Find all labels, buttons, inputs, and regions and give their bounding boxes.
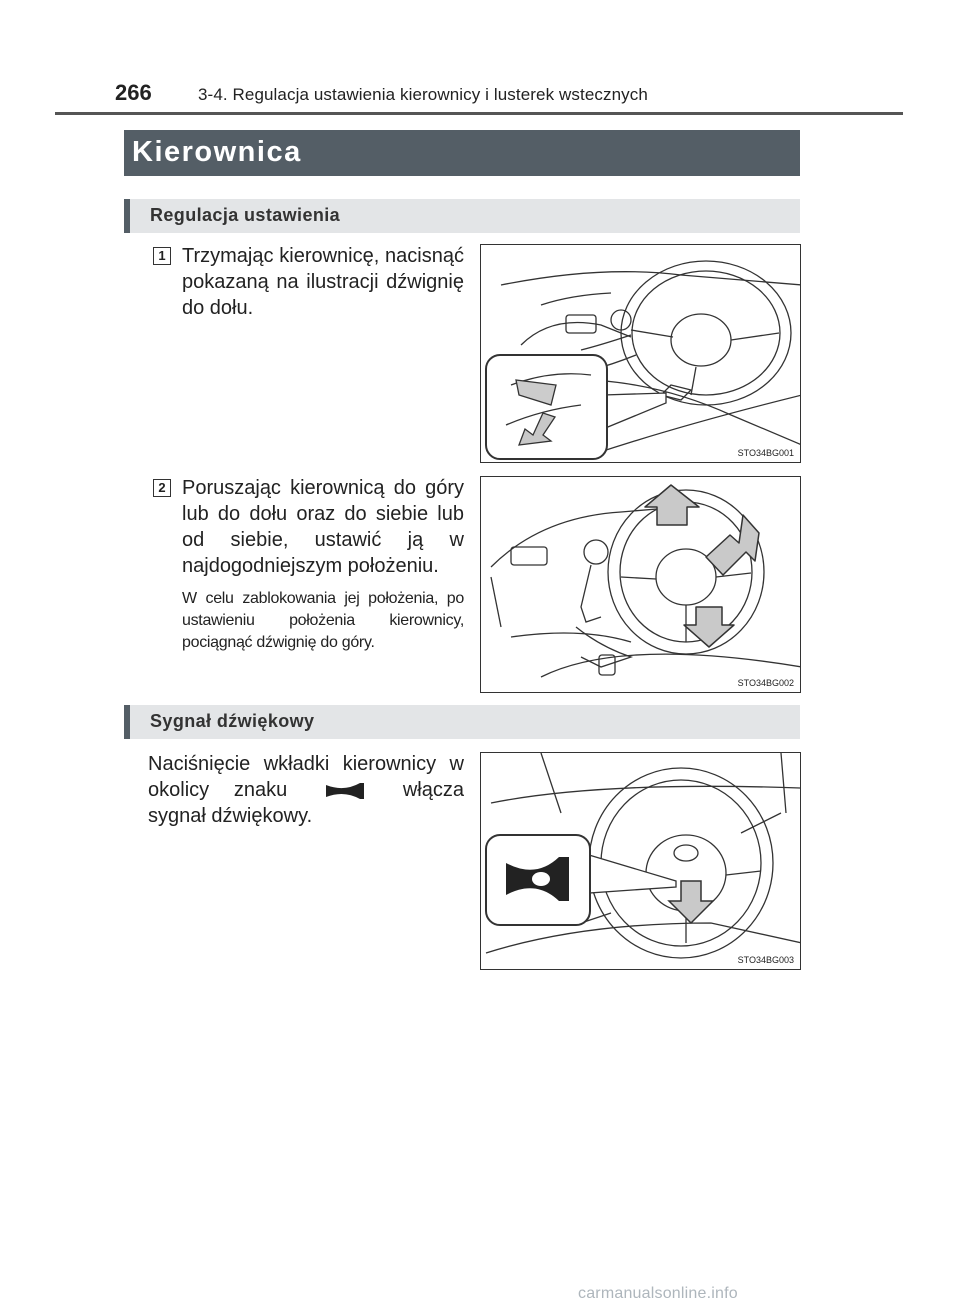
subsection-adjust-title: Regulacja ustawienia	[150, 205, 341, 225]
step-1-text: Trzymając kierownicę, nacisnąć pokazaną na ilustracji dźwignię do dołu.	[182, 245, 464, 319]
horn-text-after: włącza sygnał dźwiękowy.	[148, 779, 464, 827]
subsection-horn-title: Sygnał dźwiękowy	[150, 711, 315, 731]
figure-tilt-lever	[480, 244, 801, 463]
horn-icon	[322, 780, 368, 802]
chapter-title: 3-4. Regulacja ustawienia kierownicy i lusterek wstecznych	[198, 85, 648, 104]
step-1-badge: 1	[153, 247, 171, 265]
step-2-badge: 2	[153, 479, 171, 497]
horn-text	[148, 751, 464, 829]
figure-horn-code: STO34BG003	[737, 955, 794, 965]
page-number: 266	[115, 80, 152, 105]
figure-horn-drawing	[481, 753, 801, 970]
figure-tilt-lever-drawing	[481, 245, 801, 463]
subsection-horn-bar	[124, 705, 800, 739]
figure-tilt-lever-code: STO34BG001	[737, 448, 794, 458]
figure-wheel-adjust-code: STO34BG002	[737, 678, 794, 688]
header-divider	[55, 112, 903, 115]
horn-text-before: Naciśnięcie wkładki kierownicy w okolicy znaku	[148, 753, 464, 801]
section-title: Kierownica	[132, 136, 302, 168]
figure-wheel-adjust-drawing	[481, 477, 801, 693]
subsection-adjust-bar	[124, 199, 800, 233]
step-2-text: Poruszając kierownicą do góry lub do dołu oraz do siebie lub od siebie, ustawić ją w najdogodniejszym położeniu.	[182, 477, 464, 577]
figure-horn	[480, 752, 801, 970]
figure-wheel-adjust	[480, 476, 801, 693]
step-2-note: W celu zablokowania jej położenia, po ustawieniu położenia kierownicy, pociągnąć dźwignię do góry.	[182, 590, 464, 651]
watermark: carmanualsonline.info	[578, 1285, 738, 1302]
